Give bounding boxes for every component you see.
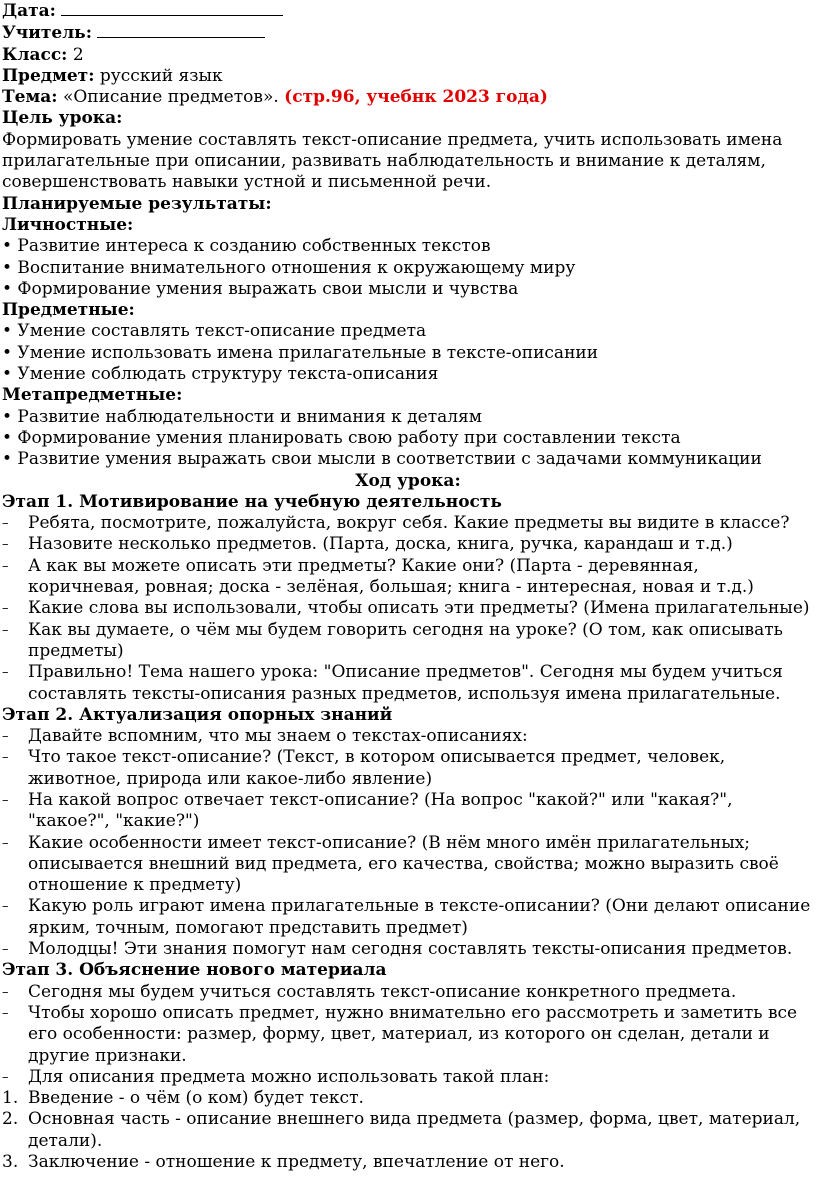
topic-value: «Описание предметов». xyxy=(62,87,279,108)
class-line xyxy=(2,45,814,66)
dash-marker: – xyxy=(2,601,9,617)
teacher-line xyxy=(2,22,814,44)
list-item xyxy=(2,513,814,534)
list-item: • Умение использовать имена прилагательные в тексте-описании xyxy=(2,342,599,363)
lesson-heading: Ход урока: xyxy=(355,470,461,491)
list-item-text: Правильно! Тема нашего урока: "Описание предметов". Сегодня мы будем учиться составлять тексты-описания разных предметов, используя имена прилагательные. xyxy=(28,662,783,704)
results-heading: Планируемые результаты: xyxy=(2,193,272,214)
list-item xyxy=(2,1067,814,1088)
dash-marker: – xyxy=(2,665,9,681)
list-item xyxy=(2,662,814,705)
list-item: • Формирование умения планировать свою работу при составлении текста xyxy=(2,427,681,448)
personal-results-heading: Личностные: xyxy=(2,214,134,235)
plan-text: Введение - о чём (о ком) будет текст. xyxy=(28,1088,364,1109)
topic-line xyxy=(2,87,814,108)
plan-item xyxy=(2,1088,814,1109)
list-item-text: Как вы думаете, о чём мы будем говорить сегодня на уроке? (О том, как описывать предметы) xyxy=(28,619,783,661)
list-item-text: Какие слова вы использовали, чтобы описать эти предметы? (Имена прилагательные) xyxy=(28,598,810,619)
list-item: • Развитие интереса к созданию собственных текстов xyxy=(2,236,491,257)
list-item-text: Молодцы! Эти знания помогут нам сегодня составлять тексты-описания предметов. xyxy=(28,939,793,960)
list-item-text: Чтобы хорошо описать предмет, нужно внимательно его рассмотреть и заметить все его особенности: размер, форму, цвет, материал, из которого он сделан, детали и другие признаки. xyxy=(28,1002,798,1066)
goal-heading: Цель урока: xyxy=(2,108,123,129)
list-item: • Формирование умения выражать свои мысли и чувства xyxy=(2,278,519,299)
list-item-text: Давайте вспомним, что мы знаем о текстах-описаниях: xyxy=(28,726,528,747)
subject-results-heading: Предметные: xyxy=(2,300,135,321)
topic-reference: (стр.96, учебнк 2023 года) xyxy=(284,87,548,108)
dash-marker: – xyxy=(2,516,9,532)
plan-item xyxy=(2,1109,814,1152)
dash-marker: – xyxy=(2,899,9,915)
stage-1-title: Этап 1. Мотивирование на учебную деятельность xyxy=(2,491,502,512)
meta-results-list xyxy=(2,407,814,471)
list-item: • Развитие умения выражать свои мысли в соответствии с задачами коммуникации xyxy=(2,449,762,470)
list-item: • Развитие наблюдательности и внимания к деталям xyxy=(2,406,482,427)
class-label: Класс: xyxy=(2,44,68,65)
stage-1-list xyxy=(2,513,814,705)
list-item xyxy=(2,726,814,747)
stage-3-list xyxy=(2,982,814,1088)
plan-number: 2. xyxy=(2,1109,19,1130)
class-value: 2 xyxy=(72,44,84,65)
list-item-text: А как вы можете описать эти предметы? Какие они? (Парта - деревянная, коричневая, ровная; доска - зелёная, большая; книга - интересная, новая и т.д.) xyxy=(28,555,754,598)
subject-label: Предмет: xyxy=(2,65,95,86)
dash-marker: – xyxy=(2,558,9,574)
date-label: Дата: xyxy=(2,1,56,21)
goal-text: Формировать умение составлять текст-описание предмета, учить использовать имена прилагательные при описании, развивать наблюдательность и внимание к деталям, совершенствовать навыки устной и письменной речи. xyxy=(2,129,783,193)
list-item xyxy=(2,747,814,790)
subject-value: русский язык xyxy=(99,65,223,86)
list-item xyxy=(2,598,814,619)
date-blank xyxy=(61,0,283,16)
dash-marker: – xyxy=(2,1069,9,1085)
list-item-text: На какой вопрос отвечает текст-описание? (На вопрос "какой?" или "какая?", "какое?", "какие?") xyxy=(28,789,733,832)
list-item: • Умение составлять текст-описание предмета xyxy=(2,321,427,342)
list-item xyxy=(2,833,814,897)
dash-marker: – xyxy=(2,729,9,745)
list-item-text: Какую роль играют имена прилагательные в тексте-описании? (Они делают описание ярким, точным, помогают представить предмет) xyxy=(28,896,811,938)
list-item-text: Какие особенности имеет текст-описание? (В нём много имён прилагательных; описывается внешний вид предмета, его качества, свойства; можно выразить своё отношение к предмету) xyxy=(28,832,779,896)
meta-results-heading: Метапредметные: xyxy=(2,385,183,406)
list-item: • Умение соблюдать структуру текста-описания xyxy=(2,364,439,385)
list-item xyxy=(2,939,814,960)
list-item xyxy=(2,790,814,833)
stage-2-list xyxy=(2,726,814,960)
list-item xyxy=(2,620,814,663)
list-item-text: Ребята, посмотрите, пожалуйста, вокруг себя. Какие предметы вы видите в классе? xyxy=(28,513,790,534)
list-item xyxy=(2,556,814,599)
plan-text: Основная часть - описание внешнего вида предмета (размер, форма, цвет, материал, детали). xyxy=(28,1109,801,1151)
plan-item xyxy=(2,1152,814,1173)
dash-marker: – xyxy=(2,984,9,1000)
subject-results-list xyxy=(2,321,814,385)
list-item: • Воспитание внимательного отношения к окружающему миру xyxy=(2,257,576,278)
list-item-text: Для описания предмета можно использовать такой план: xyxy=(28,1066,550,1087)
date-line xyxy=(2,0,814,22)
teacher-label: Учитель: xyxy=(2,23,92,44)
dash-marker: – xyxy=(2,1005,9,1021)
dash-marker: – xyxy=(2,537,9,553)
stage-2-title: Этап 2. Актуализация опорных знаний xyxy=(2,704,393,725)
subject-line xyxy=(2,66,814,87)
stage-3-title: Этап 3. Объяснение нового материала xyxy=(2,960,387,981)
dash-marker: – xyxy=(2,792,9,808)
plan-text: Заключение - отношение к предмету, впечатление от него. xyxy=(28,1152,565,1173)
dash-marker: – xyxy=(2,835,9,851)
dash-marker: – xyxy=(2,942,9,958)
list-item xyxy=(2,1003,814,1067)
teacher-blank xyxy=(97,22,265,38)
dash-marker: – xyxy=(2,622,9,638)
list-item xyxy=(2,896,814,939)
plan-number: 3. xyxy=(2,1152,19,1173)
plan-number: 1. xyxy=(2,1088,19,1109)
list-item-text: Что такое текст-описание? (Текст, в котором описывается предмет, человек, животное, природа или какое-либо явление) xyxy=(28,747,726,789)
description-plan-list xyxy=(2,1088,814,1173)
dash-marker: – xyxy=(2,750,9,766)
list-item xyxy=(2,534,814,555)
list-item xyxy=(2,982,814,1003)
list-item-text: Назовите несколько предметов. (Парта, доска, книга, ручка, карандаш и т.д.) xyxy=(28,534,733,555)
topic-label: Тема: xyxy=(2,87,58,108)
list-item-text: Сегодня мы будем учиться составлять текст-описание конкретного предмета. xyxy=(28,981,737,1002)
personal-results-list xyxy=(2,236,814,300)
